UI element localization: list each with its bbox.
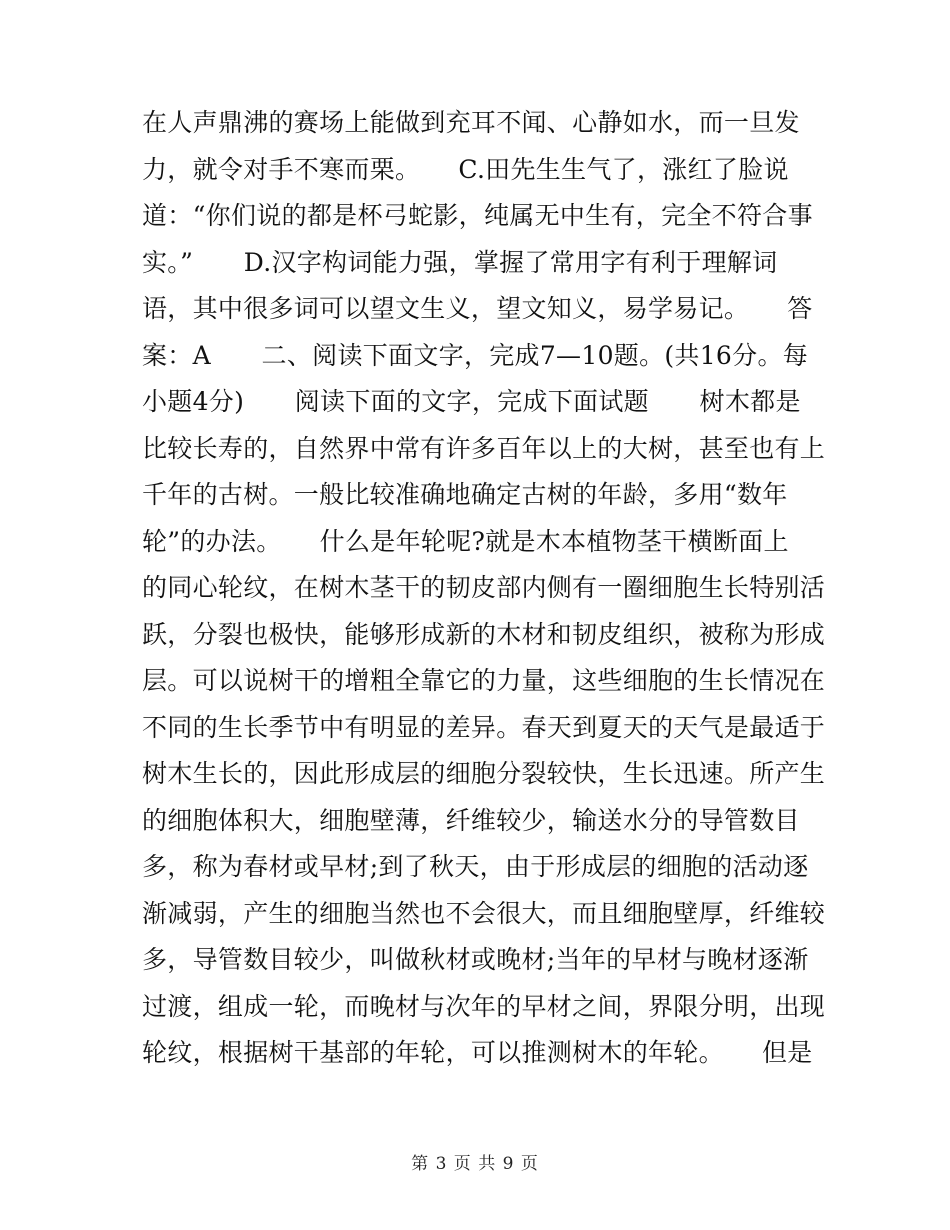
- text-line: 千年的古树。一般比较准确地确定古树的年龄，多用“数年: [142, 480, 788, 509]
- text-line: 轮”的办法。 什么是年轮呢?就是木本植物茎干横断面上: [142, 526, 789, 556]
- text-line: 在人声鼎沸的赛场上能做到充耳不闻、心静如水，而一旦发: [142, 108, 800, 137]
- text-line: 案：A 二、阅读下面文字，完成7—10题。(共16分。每: [142, 340, 809, 370]
- text-line: 树木生长的，因此形成层的细胞分裂较快，生长迅速。所产生: [142, 759, 826, 788]
- text-line: 层。可以说树干的增粗全靠它的力量，这些细胞的生长情况在: [142, 666, 826, 695]
- text-line: 渐减弱，产生的细胞当然也不会很大，而且细胞壁厚，纤维较: [142, 898, 826, 928]
- text-line: 轮纹，根据树干基部的年轮，可以推测树木的年轮。 但是: [142, 1038, 813, 1067]
- text-line: 比较长寿的，自然界中常有许多百年以上的大树，甚至也有上: [142, 433, 826, 463]
- text-line: 语，其中很多词可以望文生义，望文知义，易学易记。 答: [142, 294, 813, 323]
- text-line: 跃，分裂也极快，能够形成新的木材和韧皮组织，被称为形成: [142, 619, 826, 649]
- text-line: 道：“你们说的都是杯弓蛇影，纯属无中生有，完全不符合事: [142, 201, 813, 230]
- text-line: 实。” D.汉字构词能力强，掌握了常用字有利于理解词: [142, 247, 778, 277]
- text-line: 过渡，组成一轮，而晚材与次年的早材之间，界限分明，出现: [142, 991, 826, 1021]
- text-line: 的细胞体积大，细胞壁薄，纤维较少，输送水分的导管数目: [142, 805, 800, 835]
- text-line: 的同心轮纹，在树木茎干的韧皮部内侧有一圈细胞生长特别活: [142, 573, 826, 602]
- text-line: 不同的生长季节中有明显的差异。春天到夏天的天气是最适于: [142, 712, 826, 742]
- text-line: 力，就令对手不寒而栗。 C.田先生生气了，涨红了脸说: [142, 154, 789, 184]
- text-line: 多，称为春材或早材;到了秋天，由于形成层的细胞的活动逐: [142, 852, 809, 881]
- page-number-footer: 第 3 页 共 9 页: [411, 1154, 539, 1174]
- body-text: [142, 100, 826, 1077]
- text-line: 多，导管数目较少，叫做秋材或晚材;当年的早材与晚材逐渐: [142, 945, 809, 974]
- text-line: 小题4分) 阅读下面的文字，完成下面试题 树木都是: [142, 387, 801, 416]
